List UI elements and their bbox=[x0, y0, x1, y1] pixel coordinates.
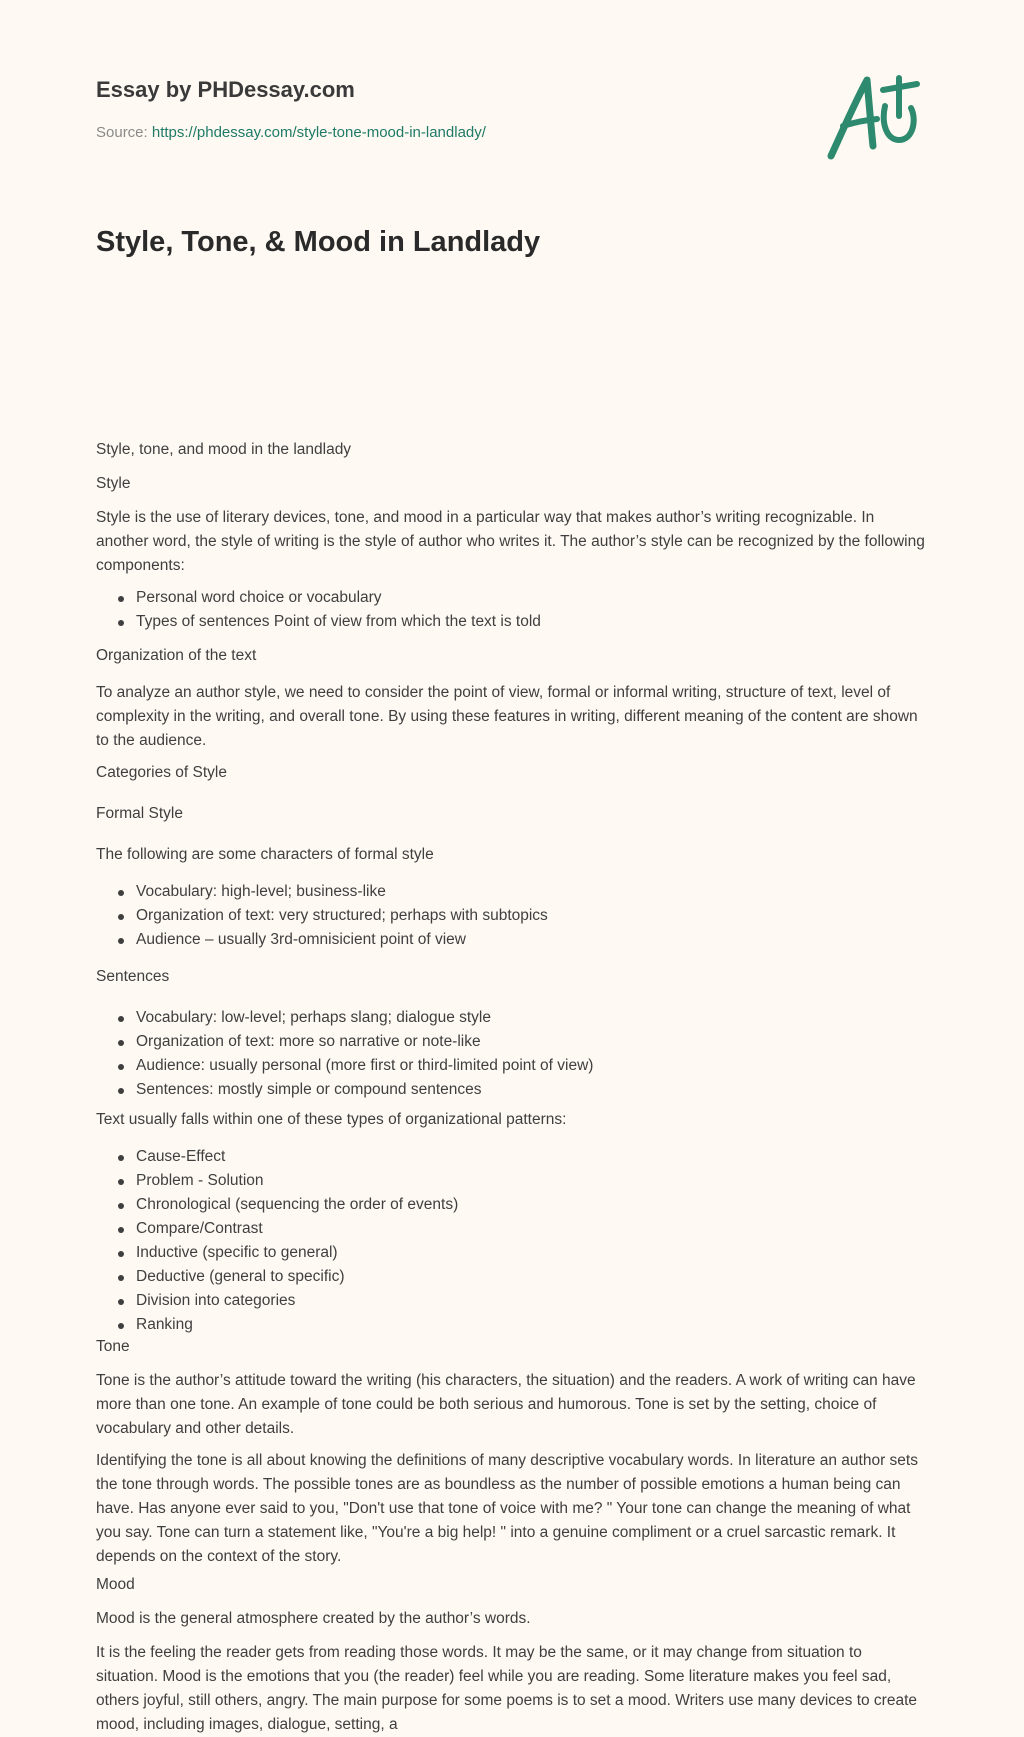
list-item: Cause-Effect bbox=[96, 1145, 928, 1169]
site-header bbox=[96, 0, 928, 180]
paragraph: Tone is the author’s attitude toward the writing (his characters, the situation) and the readers. A work of writing can have more than one tone. An example of tone could be both serious and humorous. Tone is set by the setting, choice of vocabulary and other details. bbox=[96, 1372, 916, 1437]
bullet-list bbox=[96, 1145, 928, 1337]
list-item: Types of sentences Point of view from which the text is told bbox=[96, 610, 928, 634]
list-item: Organization of text: more so narrative or note-like bbox=[96, 1030, 928, 1054]
bullet-list bbox=[96, 880, 928, 952]
paragraph: Identifying the tone is all about knowing the definitions of many descriptive vocabulary words. In literature an author sets the tone through words. The possible tones are as boundless as the number of possible emotions a human being can have. Has anyone ever said to you, "Don't use that tone of voice with me? " Your tone can change the meaning of what you say. Tone can turn a statement like, "You're a big help! " into a genuine compliment or a cruel sarcastic remark. It depends on the context of the story. bbox=[96, 1452, 918, 1565]
source-link[interactable]: https://phdessay.com/style-tone-mood-in-landlady/ bbox=[151, 124, 486, 141]
essay-page bbox=[96, 0, 928, 1733]
site-name: Essay by PHDessay.com bbox=[96, 77, 355, 102]
a-plus-logo-icon bbox=[821, 72, 921, 164]
paragraph: Mood is the general atmosphere created by the author’s words. bbox=[96, 1610, 531, 1627]
list-item: Organization of text: very structured; perhaps with subtopics bbox=[96, 904, 928, 928]
source-label: Source: bbox=[96, 124, 148, 141]
list-item: Problem - Solution bbox=[96, 1169, 928, 1193]
list-item: Chronological (sequencing the order of events) bbox=[96, 1193, 928, 1217]
list-item: Audience – usually 3rd-omnisicient point of view bbox=[96, 928, 928, 952]
bullet-list bbox=[96, 586, 928, 634]
paragraph: It is the feeling the reader gets from reading those words. It may be the same, or it may change from situation to situation. Mood is the emotions that you (the reader) feel while you are reading. Some literature makes you feel sad, others joyful, still others, angry. The main purpose for some poems is to set a mood. Writers use many devices to create mood, including images, dialogue, setting, a bbox=[96, 1644, 918, 1733]
list-item: Audience: usually personal (more first or third-limited point of view) bbox=[96, 1054, 928, 1078]
list-item: Inductive (specific to general) bbox=[96, 1241, 928, 1265]
source-line bbox=[96, 122, 486, 144]
paragraph: Formal Style bbox=[96, 805, 183, 822]
essay-title: Style, Tone, & Mood in Landlady bbox=[96, 226, 541, 258]
paragraph: Categories of Style bbox=[96, 764, 227, 781]
list-item: Vocabulary: low-level; perhaps slang; dialogue style bbox=[96, 1006, 928, 1030]
paragraph: Tone bbox=[96, 1338, 130, 1355]
list-item: Division into categories bbox=[96, 1289, 928, 1313]
list-item: Sentences: mostly simple or compound sentences bbox=[96, 1078, 928, 1102]
paragraph: Organization of the text bbox=[96, 647, 257, 664]
list-item: Vocabulary: high-level; business-like bbox=[96, 880, 928, 904]
list-item: Ranking bbox=[96, 1313, 928, 1337]
paragraph: Mood bbox=[96, 1576, 135, 1593]
list-item: Compare/Contrast bbox=[96, 1217, 928, 1241]
paragraph: Style is the use of literary devices, tone, and mood in a particular way that makes author’s writing recognizable. In another word, the style of writing is the style of author who writes it. The author’s style can be recognized by the following components: bbox=[96, 509, 925, 574]
paragraph: Text usually falls within one of these types of organizational patterns: bbox=[96, 1111, 567, 1128]
paragraph: Sentences bbox=[96, 968, 170, 985]
bullet-list bbox=[96, 1006, 928, 1102]
list-item: Deductive (general to specific) bbox=[96, 1265, 928, 1289]
list-item: Personal word choice or vocabulary bbox=[96, 586, 928, 610]
paragraph: The following are some characters of formal style bbox=[96, 846, 434, 863]
paragraph: Style bbox=[96, 475, 131, 492]
paragraph: Style, tone, and mood in the landlady bbox=[96, 441, 352, 458]
paragraph: To analyze an author style, we need to consider the point of view, formal or informal writing, structure of text, level of complexity in the writing, and overall tone. By using these features in writing, different meaning of the content are shown to the audience. bbox=[96, 684, 918, 749]
